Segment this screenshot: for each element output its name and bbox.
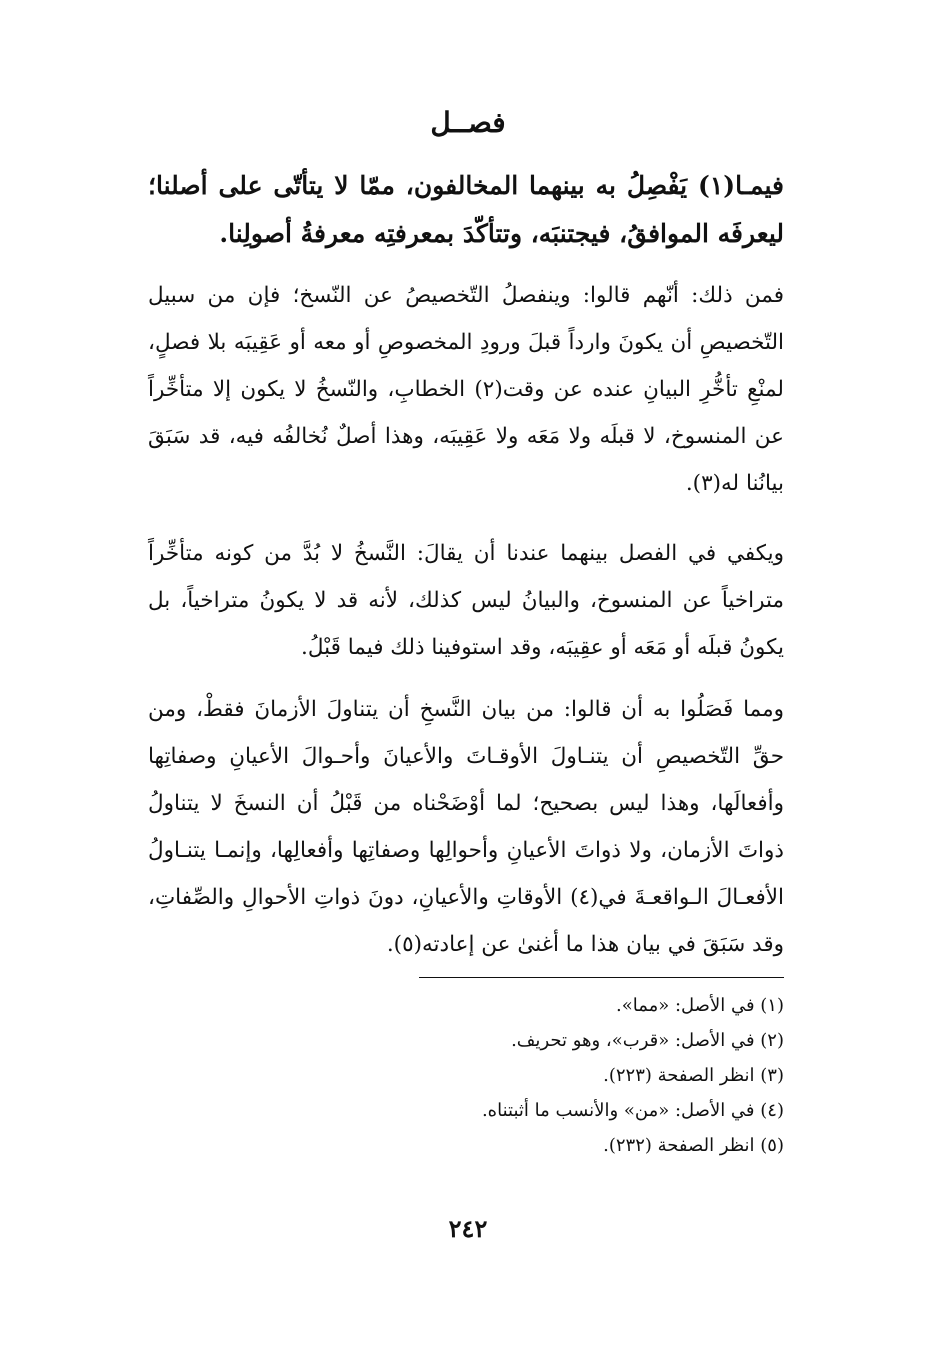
footnote: (٣) انظر الصفحة (٢٢٣). [603, 1065, 784, 1086]
section-heading: فيمـا(١) يَفْصِلُ به بينهما المخالفون، ممّا لا يتأتّى على أصلنا؛ ليعرفَه الموافقُ، فيجتنبَه، وتتأكّدَ بمعرفتِه معرفةُ أصولِنا. [148, 171, 784, 248]
footnote: (١) في الأصل: «مما». [615, 995, 784, 1016]
paragraph: ومما فَصَلُوا به أن قالوا: من بيان النَّسخِ أن يتناولَ الأزمانَ فقطْ، ومن حقِّ التّخصيصِ أن يتنـاولَ الأوقـاتَ والأعيانَ وأحـوالَ الأعيانِ وصفاتِها وأفعالَها، وهذا ليس بصحيح؛ لما أوْضَحْناه من قَبْلُ أن النسخَ لا يتناولُ ذواتَ الأزمان، ولا ذواتَ الأعيانِ وأحوالِها وصفاتِها وأفعالِها، وإنمـا يتنـاولُ الأفعـالَ الـواقعـةَ في(٤) الأوقاتِ والأعيانِ، دونَ ذواتِ الأحوالِ والصِّفاتِ، وقد سَبَقَ في بيان هذا ما أغنىٰ عن إعادته(٥). [148, 697, 784, 957]
footnote: (٥) انظر الصفحة (٢٣٢). [603, 1135, 784, 1156]
footnote: (٤) في الأصل: «من» والأنسب ما أثبتناه. [481, 1100, 784, 1121]
footnotes [148, 988, 784, 1163]
paragraph: ويكفي في الفصل بينهما عندنا أن يقالَ: النَّسخُ لا بُدَّ من كونه متأخِّراً متراخياً عن المنسوخ، والبيانُ ليس كذلك، لأنه قد لا يكونُ متراخياً، بل يكونُ قبلَه أو مَعَه أو عقِيبَه، وقد استوفينا ذلك فيما قَبْلُ. [148, 541, 784, 660]
page-number: ٢٤٢ [448, 1214, 488, 1243]
section-title: فصــل [430, 106, 506, 139]
paragraph: فمن ذلك: أنّهم قالوا: وينفصلُ التّخصيصُ عن النّسخ؛ فإن من سبيل التّخصيصِ أن يكونَ وارداً قبلَ ورودِ المخصوصِ أو معه أو عَقِيبَه بلا فصلٍ، لمنْعِ تأخُّرِ البيانِ عنده عن وقت(٢) الخطابِ، والنّسخُ لا يكون إلا متأخِّراً عن المنسوخ، لا قبلَه ولا مَعَه ولا عَقِيبَه، وهذا أصلٌ نُخالفُه فيه، قد سَبَقَ بيانُنا له(٣). [148, 283, 784, 496]
footnote-divider [419, 977, 784, 978]
footnote: (٢) في الأصل: «قرب»، وهو تحريف. [511, 1030, 784, 1051]
